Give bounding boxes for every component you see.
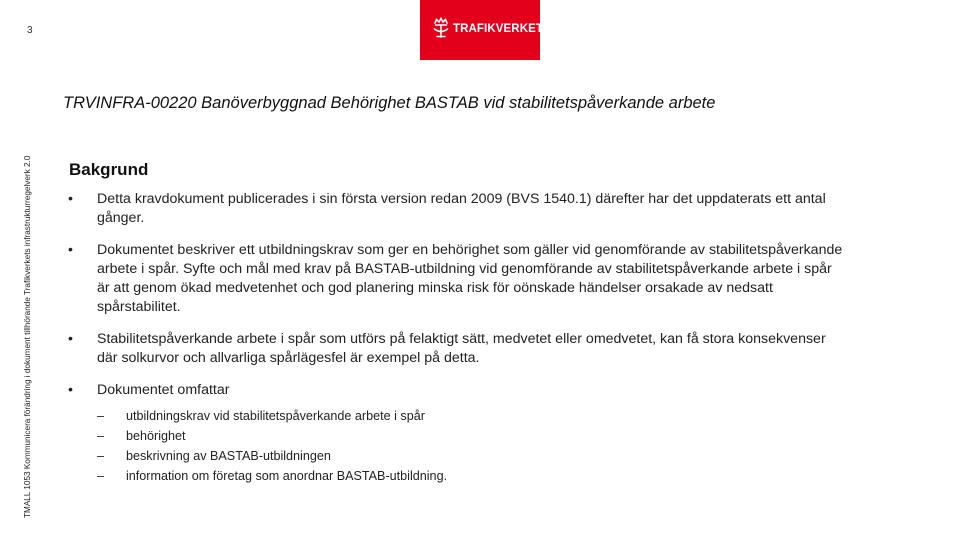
bullet-text: Dokumentet beskriver ett utbildningskrav som ger en behörighet som gäller vid genomförande av stabilitetspåverkande arbete i spår. Syfte och mål med krav på BASTAB-utbildning vid genomförande av stabilitetspåverkande arbete i spår är att genom ökad medvetenhet och god planering minska risk för oönskade händelser orsakade av nedsatt spårstabilitet.: [97, 242, 843, 315]
bullet-text: Dokumentet omfattar: [97, 382, 230, 398]
sub-list-marker: –: [97, 409, 105, 423]
document-title: TRVINFRA-00220 Banöverbyggnad Behörighet BASTAB vid stabilitetspåverkande arbete: [63, 94, 716, 112]
section-heading: Bakgrund: [69, 160, 149, 179]
sub-list-text: beskrivning av BASTAB-utbildningen: [126, 449, 331, 463]
sub-list-item: [97, 466, 844, 486]
trafikverket-crown-icon: [432, 17, 450, 39]
sub-list-item: [97, 406, 844, 426]
sub-list-text: behörighet: [126, 429, 186, 443]
sub-list: [97, 406, 844, 486]
bullet-text: Detta kravdokument publicerades i sin första version redan 2009 (BVS 1540.1) därefter har det uppdaterats ett antal gånger.: [97, 191, 826, 226]
sub-list-marker: –: [97, 429, 105, 443]
sub-list-text: information om företag som anordnar BASTAB-utbildning.: [126, 469, 448, 483]
bullet-marker: •: [68, 191, 73, 207]
bullet-text: Stabilitetspåverkande arbete i spår som utförs på felaktigt sätt, medvetet eller omedvetet, kan få stora konsekvenser där solkurvor och allvarliga spårlägesfel är exempel på detta.: [97, 331, 826, 366]
bullet-marker: •: [68, 242, 73, 258]
page-number: 3: [27, 25, 33, 36]
template-side-label: TMALL 1053 Kommunicera förändring i dokument tillhörande Trafikverkets infrastrukturregelverk 2.0: [23, 155, 32, 518]
bullet-item: [64, 330, 844, 368]
sub-list-marker: –: [97, 449, 105, 463]
bullet-item: [64, 381, 844, 486]
sub-list-text: utbildningskrav vid stabilitetspåverkande arbete i spår: [126, 409, 425, 423]
sub-list-item: [97, 446, 844, 466]
bullet-item: [64, 241, 844, 317]
trafikverket-logo: [420, 0, 544, 60]
bullet-marker: •: [68, 331, 73, 347]
bullet-item: [64, 190, 844, 228]
sub-list-marker: –: [97, 469, 105, 483]
bullet-list: [64, 190, 844, 499]
logo-wordmark: TRAFIKVERKET: [453, 23, 544, 35]
bullet-marker: •: [68, 382, 73, 398]
sub-list-item: [97, 426, 844, 446]
